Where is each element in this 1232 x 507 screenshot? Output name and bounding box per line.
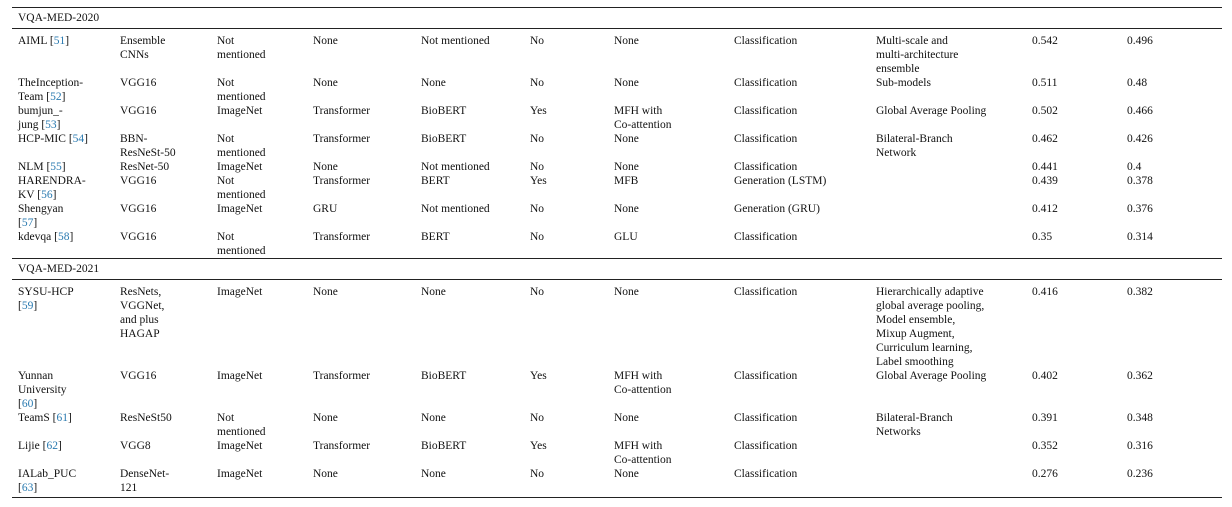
table-cell: Classification bbox=[734, 161, 798, 173]
team-cell: TheInception- Team [52] bbox=[18, 77, 84, 103]
table-cell: None bbox=[608, 467, 728, 498]
table-cell: Generation (LSTM) bbox=[734, 175, 827, 187]
table-cell: 0.466 bbox=[1127, 105, 1153, 117]
table-cell: BioBERT bbox=[421, 370, 467, 382]
table-cell: GLU bbox=[614, 231, 638, 243]
table-cell: 0.402 bbox=[1032, 370, 1058, 382]
table-cell: 0.48 bbox=[1127, 77, 1148, 89]
team-name: NLM bbox=[18, 161, 44, 173]
table-row bbox=[12, 439, 1222, 467]
table-cell: None bbox=[421, 286, 446, 298]
citation-link[interactable]: 57 bbox=[21, 217, 34, 229]
table-cell: ResNet-50 bbox=[120, 161, 170, 173]
section-title: VQA-MED-2021 bbox=[12, 259, 1222, 280]
table-cell: Transformer bbox=[313, 105, 371, 117]
table-cell: No bbox=[530, 203, 545, 215]
table-row bbox=[12, 369, 1222, 411]
table-cell: None bbox=[421, 412, 446, 424]
table-cell: 0.362 bbox=[1127, 370, 1153, 382]
table-cell: Yes bbox=[530, 175, 547, 187]
table-cell: BioBERT bbox=[421, 440, 467, 452]
team-cell: Lijie [62] bbox=[18, 440, 62, 452]
table-row bbox=[12, 29, 1222, 77]
table-cell: None bbox=[614, 286, 639, 298]
table-cell: Global Average Pooling bbox=[876, 370, 987, 382]
table-cell: Not mentioned bbox=[421, 161, 490, 173]
table-cell: BioBERT bbox=[421, 105, 467, 117]
table-cell: 0.511 bbox=[1032, 77, 1058, 89]
table-cell: ImageNet bbox=[217, 105, 263, 117]
table-cell: Global Average Pooling bbox=[876, 105, 987, 117]
table-row bbox=[12, 104, 1222, 132]
table-cell: None bbox=[307, 467, 415, 498]
table-cell: VGG8 bbox=[120, 440, 151, 452]
table-cell: 0.35 bbox=[1032, 231, 1053, 243]
table-row bbox=[12, 280, 1222, 370]
table-cell: Transformer bbox=[313, 175, 371, 187]
team-cell: AIML [51] bbox=[18, 35, 70, 47]
table-cell: Classification bbox=[734, 105, 798, 117]
table-cell: 0.502 bbox=[1032, 105, 1058, 117]
table-cell: No bbox=[530, 286, 545, 298]
table-cell: 0.382 bbox=[1127, 286, 1153, 298]
table-cell: 0.314 bbox=[1127, 231, 1153, 243]
table-cell: Transformer bbox=[313, 370, 371, 382]
table-cell: Sub-models bbox=[876, 77, 931, 89]
table-cell: BBN- ResNeSt-50 bbox=[120, 133, 176, 159]
table-cell: MFH with Co-attention bbox=[614, 440, 672, 466]
table-cell: 0.426 bbox=[1127, 133, 1153, 145]
team-name: Lijie bbox=[18, 440, 40, 452]
team-name: SYSU-HCP bbox=[18, 286, 74, 298]
table-row bbox=[12, 160, 1222, 174]
table-cell: VGG16 bbox=[120, 370, 157, 382]
table-cell: Transformer bbox=[313, 133, 371, 145]
table-cell: VGG16 bbox=[120, 203, 157, 215]
table-row bbox=[12, 202, 1222, 230]
table-cell: None bbox=[313, 161, 338, 173]
table-cell: Not mentioned bbox=[421, 35, 490, 47]
table-cell: 0.276 bbox=[1026, 467, 1121, 498]
team-cell: Yunnan University [60] bbox=[18, 370, 67, 410]
table-cell bbox=[870, 202, 1026, 230]
table-cell bbox=[870, 230, 1026, 259]
table-cell: None bbox=[614, 203, 639, 215]
team-name: TeamS bbox=[18, 412, 50, 424]
table-cell: Yes bbox=[530, 370, 547, 382]
table-cell: 0.496 bbox=[1127, 35, 1153, 47]
section-header-row bbox=[12, 8, 1222, 29]
table-cell: DenseNet- 121 bbox=[114, 467, 211, 498]
table-cell: Classification bbox=[734, 286, 798, 298]
section-title: VQA-MED-2020 bbox=[12, 8, 1222, 29]
table-cell: Classification bbox=[734, 133, 798, 145]
table-cell: VGG16 bbox=[120, 231, 157, 243]
table-cell: Classification bbox=[734, 412, 798, 424]
table-cell: Classification bbox=[734, 440, 798, 452]
citation-link[interactable]: 56 bbox=[41, 189, 53, 201]
table-cell: ResNets, VGGNet, and plus HAGAP bbox=[120, 286, 165, 340]
table-cell: None bbox=[313, 77, 338, 89]
table-cell: MFH with Co-attention bbox=[614, 370, 672, 396]
table-cell: VGG16 bbox=[120, 105, 157, 117]
table-cell: None bbox=[614, 133, 639, 145]
team-cell: HCP-MIC [54] bbox=[18, 133, 88, 145]
table-cell: Classification bbox=[734, 231, 798, 243]
table-cell: Not mentioned bbox=[217, 175, 266, 201]
table-cell: Not mentioned bbox=[217, 77, 266, 103]
table-cell: Bilateral-Branch Networks bbox=[876, 412, 953, 438]
team-cell: IALab_PUC [63] bbox=[12, 467, 114, 498]
table-cell: None bbox=[614, 77, 639, 89]
table-row bbox=[12, 411, 1222, 439]
section-header-row bbox=[12, 259, 1222, 280]
table-cell: ImageNet bbox=[217, 440, 263, 452]
table-cell: 0.352 bbox=[1032, 440, 1058, 452]
citation-link[interactable]: 61 bbox=[56, 412, 68, 424]
team-name: bumjun_- jung bbox=[18, 105, 63, 131]
table-cell: None bbox=[415, 467, 524, 498]
team-cell: NLM [55] bbox=[18, 161, 66, 173]
table-cell: 0.378 bbox=[1127, 175, 1153, 187]
citation-link[interactable]: 55 bbox=[50, 161, 62, 173]
team-name: Shengyan bbox=[18, 203, 64, 215]
team-cell: SYSU-HCP [59] bbox=[18, 286, 74, 312]
table-cell: Yes bbox=[530, 440, 547, 452]
team-name: IALab_PUC bbox=[18, 468, 77, 480]
table-cell: None bbox=[313, 35, 338, 47]
table-cell bbox=[870, 439, 1026, 467]
table-row bbox=[12, 174, 1222, 202]
team-name: AIML bbox=[18, 35, 47, 47]
team-cell: HARENDRA- KV [56] bbox=[18, 175, 86, 201]
table-cell: 0.412 bbox=[1032, 203, 1058, 215]
table-cell: No bbox=[530, 161, 545, 173]
citation-link[interactable]: 53 bbox=[45, 119, 57, 131]
table-cell: ResNeSt50 bbox=[120, 412, 172, 424]
table-row bbox=[12, 76, 1222, 104]
table-cell: Not mentioned bbox=[217, 133, 266, 159]
table-cell: Not mentioned bbox=[217, 35, 266, 61]
table-cell: Classification bbox=[728, 467, 870, 498]
table-cell: None bbox=[614, 35, 639, 47]
table-cell: No bbox=[530, 133, 545, 145]
table-cell: BERT bbox=[421, 231, 450, 243]
table-cell bbox=[870, 174, 1026, 202]
table-cell: ImageNet bbox=[211, 467, 307, 498]
team-name: HCP-MIC bbox=[18, 133, 66, 145]
table-cell: None bbox=[421, 77, 446, 89]
table-cell: 0.348 bbox=[1127, 412, 1153, 424]
table-cell: 0.391 bbox=[1032, 412, 1058, 424]
table-section bbox=[12, 8, 1222, 259]
table-cell: Hierarchically adaptive global average pooling, Model ensemble, Mixup Augment, Curriculum learning, Label smoothing bbox=[876, 286, 985, 368]
team-name: TheInception- Team bbox=[18, 77, 84, 103]
table-cell: BioBERT bbox=[421, 133, 467, 145]
table-section bbox=[12, 259, 1222, 498]
table-cell: 0.439 bbox=[1032, 175, 1058, 187]
citation-link[interactable]: 54 bbox=[72, 133, 85, 145]
table-cell: 0.416 bbox=[1032, 286, 1058, 298]
citation-link[interactable]: 51 bbox=[53, 35, 66, 47]
table-cell: BERT bbox=[421, 175, 450, 187]
table-cell: Not mentioned bbox=[217, 412, 266, 438]
table-cell: Not mentioned bbox=[421, 203, 490, 215]
table-cell: Classification bbox=[734, 77, 798, 89]
table-cell: Transformer bbox=[313, 231, 371, 243]
table-cell: 0.441 bbox=[1032, 161, 1058, 173]
table-cell: MFH with Co-attention bbox=[614, 105, 672, 131]
table-cell: None bbox=[614, 412, 639, 424]
citation-link[interactable]: 60 bbox=[21, 398, 34, 410]
table-cell: ImageNet bbox=[217, 203, 263, 215]
table-cell: ImageNet bbox=[217, 161, 263, 173]
table-cell: No bbox=[524, 467, 608, 498]
table-cell: Yes bbox=[530, 105, 547, 117]
table-cell: No bbox=[530, 231, 545, 243]
table-row bbox=[12, 132, 1222, 160]
table-cell: VGG16 bbox=[120, 77, 157, 89]
table-row bbox=[12, 230, 1222, 259]
citation-link[interactable]: 52 bbox=[50, 91, 62, 103]
table-cell bbox=[870, 467, 1026, 498]
results-table-container bbox=[12, 7, 1222, 498]
citation-link[interactable]: 63 bbox=[21, 482, 34, 494]
table-cell: Not mentioned bbox=[217, 231, 266, 257]
table-cell: GRU bbox=[313, 203, 338, 215]
table-cell: Ensemble CNNs bbox=[120, 35, 166, 61]
table-cell: 0.462 bbox=[1032, 133, 1058, 145]
team-cell: TeamS [61] bbox=[18, 412, 72, 424]
table-cell: Bilateral-Branch Network bbox=[876, 133, 953, 159]
table-cell bbox=[870, 160, 1026, 174]
table-cell: MFB bbox=[614, 175, 639, 187]
team-cell: bumjun_- jung [53] bbox=[18, 105, 63, 131]
table-cell: 0.236 bbox=[1121, 467, 1222, 498]
team-name: HARENDRA- KV bbox=[18, 175, 86, 201]
table-cell: 0.316 bbox=[1127, 440, 1153, 452]
table-cell: VGG16 bbox=[120, 175, 157, 187]
table-cell: Generation (GRU) bbox=[734, 203, 820, 215]
table-cell: None bbox=[614, 161, 639, 173]
team-cell: Shengyan [57] bbox=[18, 203, 64, 229]
table-cell: 0.4 bbox=[1127, 161, 1142, 173]
table-cell: Transformer bbox=[313, 440, 371, 452]
table-cell: 0.542 bbox=[1032, 35, 1058, 47]
table-row bbox=[12, 467, 1222, 498]
table-cell: None bbox=[313, 412, 338, 424]
team-name: Yunnan University bbox=[18, 370, 67, 396]
table-cell: ImageNet bbox=[217, 370, 263, 382]
table-cell: None bbox=[313, 286, 338, 298]
table-cell: ImageNet bbox=[217, 286, 263, 298]
table-cell: Classification bbox=[734, 370, 798, 382]
team-cell: kdevqa [58] bbox=[18, 231, 74, 243]
team-name: kdevqa bbox=[18, 231, 52, 243]
table-cell: Classification bbox=[734, 35, 798, 47]
table-cell: Multi-scale and multi-architecture ensemble bbox=[876, 35, 959, 75]
citation-link[interactable]: 58 bbox=[57, 231, 70, 243]
citation-link[interactable]: 59 bbox=[21, 300, 34, 312]
results-table bbox=[12, 7, 1222, 498]
citation-link[interactable]: 62 bbox=[46, 440, 58, 452]
table-cell: No bbox=[530, 35, 545, 47]
table-cell: 0.376 bbox=[1127, 203, 1153, 215]
table-cell: No bbox=[530, 77, 545, 89]
table-cell: No bbox=[530, 412, 545, 424]
